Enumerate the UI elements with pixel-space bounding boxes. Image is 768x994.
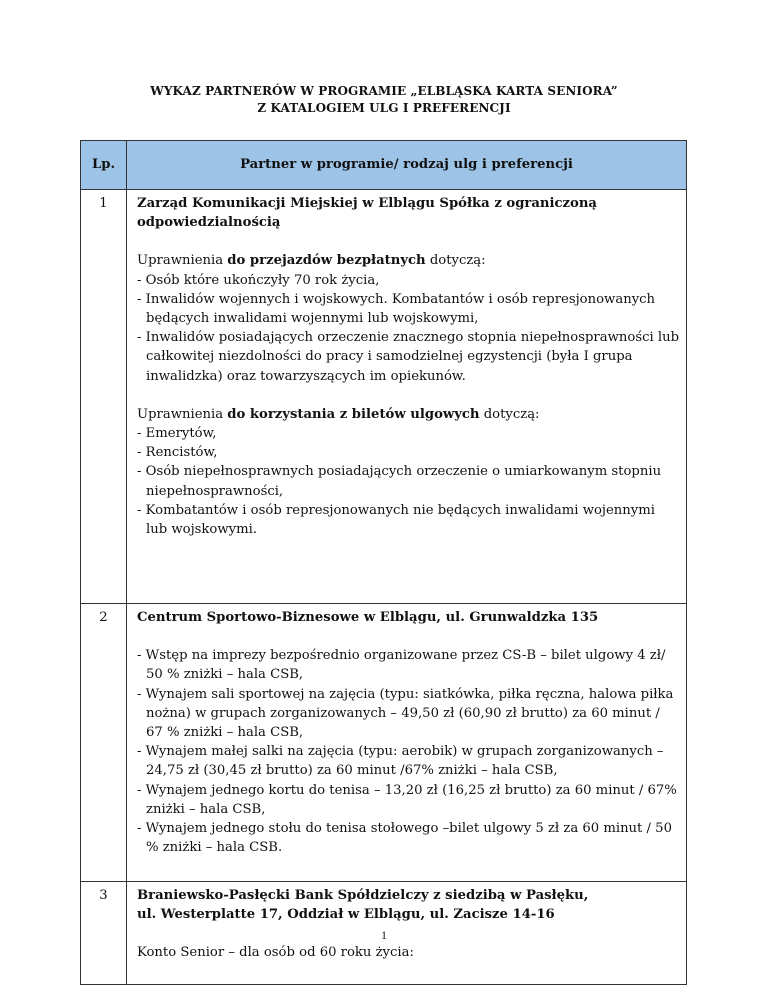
title-line-2: Z KATALOGIEM ULG I PREFERENCJI (257, 101, 511, 115)
table-row (81, 190, 687, 604)
partner-name: Centrum Sportowo-Biznesowe w Elblągu, ul. Grunwaldzka 135 (137, 610, 599, 625)
privilege-intro-free: Uprawnienia do przejazdów bezpłatnych dotyczą: (137, 253, 486, 269)
list-item: - Wynajem jednego kortu do tenisa – 13,20 zł (16,25 zł brutto) za 60 minut / 67% zniżki – hala CSB, (137, 782, 677, 817)
column-header-lp: Lp. (81, 141, 127, 190)
row-content (127, 604, 687, 882)
column-header-partner: Partner w programie/ rodzaj ulg i preferencji (127, 141, 687, 190)
list-item: - Emerytów, (137, 426, 217, 442)
list-item: - Osób które ukończyły 70 rok życia, (137, 272, 380, 288)
list-item: - Wstęp na imprezy bezpośrednio organizowane przez CS-B – bilet ulgowy 4 zł/ 50 % zniżki – hala CSB, (137, 648, 666, 683)
row-content (127, 190, 687, 604)
row-number: 1 (81, 190, 127, 604)
list-item: - Rencistów, (137, 445, 218, 461)
partners-table (80, 140, 687, 985)
row-number: 2 (81, 604, 127, 882)
partner-name: Zarząd Komunikacji Miejskiej w Elblągu Spółka z ograniczoną odpowiedzialnością (137, 196, 597, 231)
list-item: - Osób niepełnosprawnych posiadających orzeczenie o umiarkowanym stopniu niepełnosprawności, (137, 464, 662, 499)
list-item: - Wynajem małej salki na zajęcia (typu: aerobik) w grupach zorganizowanych – 24,75 zł (30,45 zł brutto) za 60 minut /67% zniżki – hala CSB, (137, 744, 664, 779)
list-item: - Wynajem sali sportowej na zajęcia (typu: siatkówka, piłka ręczna, halowa piłka nożna) w grupach zorganizowanych – 49,50 zł (60,90 zł brutto) za 60 minut / 67 % zniżki – hala CSB, (137, 686, 674, 741)
list-item: - Inwalidów posiadających orzeczenie znacznego stopnia niepełnosprawności lub całkowitej niezdolności do pracy i samodzielnej egzystencji (była I grupa inwalidzka) oraz towarzyszących im opiekunów. (137, 330, 680, 384)
list-item: - Wynajem jednego stołu do tenisa stołowego –bilet ulgowy 5 zł za 60 minut / 50 % zniżki – hala CSB. (137, 821, 672, 856)
partner-name-line-1: Braniewsko-Pasłęcki Bank Spółdzielczy z siedzibą w Pasłęku, (137, 888, 589, 903)
partner-name-line-2: ul. Westerplatte 17, Oddział w Elblągu, ul. Zacisze 14-16 (137, 907, 555, 923)
row-number: 3 (81, 882, 127, 985)
title-line-1: WYKAZ PARTNERÓW W PROGRAMIE „ELBLĄSKA KARTA SENIORA” (150, 84, 618, 98)
list-item: - Kombatantów i osób represjonowanych nie będących inwalidami wojennymi lub wojskowymi. (137, 502, 655, 538)
table-row (81, 604, 687, 882)
page-number: 1 (381, 928, 387, 942)
table-header-row (81, 141, 687, 190)
document-title (0, 83, 768, 117)
list-item: - Inwalidów wojennych i wojskowych. Kombatantów i osób represjonowanych będących inwalidami wojennymi lub wojskowymi, (137, 291, 656, 327)
privilege-intro-reduced: Uprawnienia do korzystania z biletów ulgowych dotyczą: (137, 406, 540, 422)
account-description: Konto Senior – dla osób od 60 roku życia: (137, 945, 414, 961)
